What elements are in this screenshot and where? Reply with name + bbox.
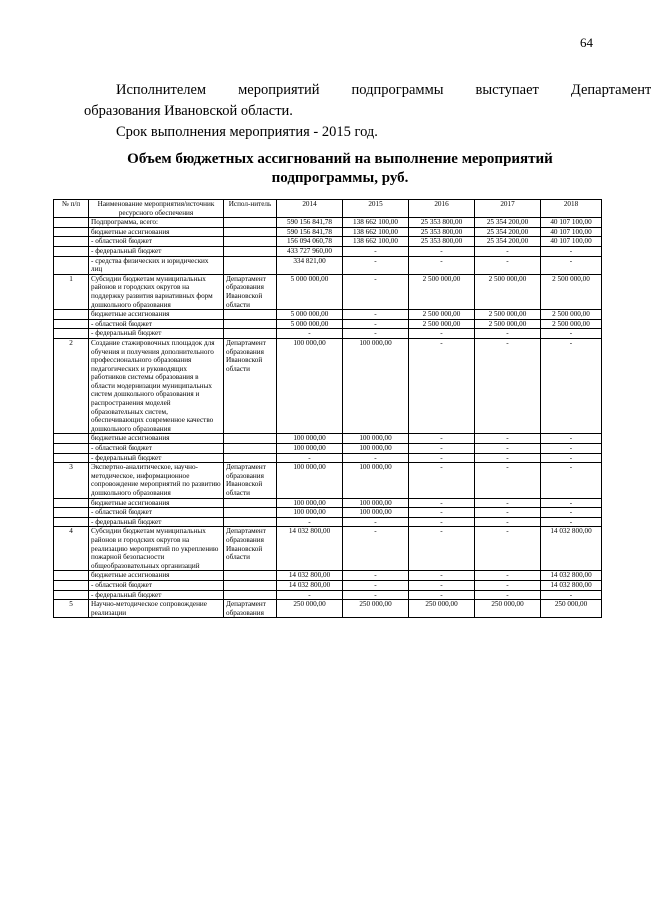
- row-value-cell: 138 662 100,00: [343, 218, 409, 228]
- row-executor-cell: [224, 246, 277, 256]
- row-number-cell: [54, 453, 89, 463]
- row-value-cell: -: [343, 527, 409, 571]
- row-value-cell: -: [409, 590, 475, 600]
- row-name-cell: - федеральный бюджет: [89, 329, 224, 339]
- row-number-cell: [54, 310, 89, 320]
- row-executor-cell: [224, 310, 277, 320]
- row-value-cell: -: [475, 580, 541, 590]
- row-number-cell: [54, 237, 89, 247]
- header-cell: 2017: [475, 200, 541, 218]
- row-number-cell: [54, 256, 89, 274]
- row-value-cell: -: [343, 274, 409, 309]
- row-value-cell: 25 353 800,00: [409, 218, 475, 228]
- row-value-cell: 40 107 100,00: [541, 237, 602, 247]
- row-name-cell: бюджетные ассигнования: [89, 498, 224, 508]
- row-value-cell: -: [277, 517, 343, 527]
- table-row: [54, 517, 602, 527]
- row-value-cell: -: [541, 517, 602, 527]
- row-name-cell: бюджетные ассигнования: [89, 571, 224, 581]
- row-name-cell: - федеральный бюджет: [89, 453, 224, 463]
- row-value-cell: -: [409, 444, 475, 454]
- row-executor-cell: [224, 329, 277, 339]
- row-value-cell: -: [343, 319, 409, 329]
- row-value-cell: 100 000,00: [277, 338, 343, 434]
- row-value-cell: 25 354 200,00: [475, 218, 541, 228]
- row-value-cell: -: [409, 571, 475, 581]
- row-name-cell: - федеральный бюджет: [89, 590, 224, 600]
- row-value-cell: -: [409, 517, 475, 527]
- table-row: [54, 571, 602, 581]
- row-value-cell: 14 032 800,00: [277, 571, 343, 581]
- row-executor-cell: [224, 237, 277, 247]
- row-value-cell: -: [541, 256, 602, 274]
- row-value-cell: -: [409, 527, 475, 571]
- row-executor-cell: [224, 498, 277, 508]
- row-value-cell: -: [409, 434, 475, 444]
- table-row: [54, 498, 602, 508]
- table-row: [54, 527, 602, 571]
- row-name-cell: Подпрограмма, всего:: [89, 218, 224, 228]
- row-value-cell: 250 000,00: [277, 600, 343, 618]
- row-value-cell: 2 500 000,00: [475, 310, 541, 320]
- row-name-cell: - областной бюджет: [89, 580, 224, 590]
- row-value-cell: 5 000 000,00: [277, 319, 343, 329]
- row-number-cell: [54, 444, 89, 454]
- row-name-cell: Научно-методическое сопровождение реализации: [89, 600, 224, 618]
- row-executor-cell: [224, 256, 277, 274]
- table-row: [54, 444, 602, 454]
- page-number: 64: [580, 35, 593, 50]
- row-name-cell: бюджетные ассигнования: [89, 434, 224, 444]
- row-number-cell: [54, 580, 89, 590]
- row-value-cell: 14 032 800,00: [541, 571, 602, 581]
- budget-table: [53, 199, 602, 618]
- row-value-cell: -: [343, 517, 409, 527]
- row-value-cell: -: [409, 498, 475, 508]
- row-executor-cell: [224, 434, 277, 444]
- row-value-cell: -: [541, 444, 602, 454]
- row-name-cell: Создание стажировочных площадок для обучения и получения дополнительного профессионального образования педагогических и руководящих работников системы образования в области модернизации муниципальных систем дошкольного образования и распространения моделей образовательных систем, обеспечивающих современное качество дошкольного образования: [89, 338, 224, 434]
- row-name-cell: - областной бюджет: [89, 237, 224, 247]
- row-executor-cell: [224, 508, 277, 518]
- row-value-cell: 100 000,00: [277, 508, 343, 518]
- row-name-cell: - средства физических и юридических лиц: [89, 256, 224, 274]
- row-number-cell: [54, 246, 89, 256]
- row-value-cell: -: [409, 338, 475, 434]
- row-number-cell: 5: [54, 600, 89, 618]
- row-value-cell: -: [541, 590, 602, 600]
- row-value-cell: 250 000,00: [343, 600, 409, 618]
- row-executor-cell: Департамент образования: [224, 600, 277, 618]
- row-value-cell: -: [475, 508, 541, 518]
- table-row: [54, 590, 602, 600]
- table-row: [54, 600, 602, 618]
- row-value-cell: -: [541, 508, 602, 518]
- intro-word: мероприятий: [238, 82, 320, 98]
- row-executor-cell: [224, 444, 277, 454]
- row-executor-cell: [224, 580, 277, 590]
- row-number-cell: [54, 590, 89, 600]
- row-name-cell: - федеральный бюджет: [89, 246, 224, 256]
- row-value-cell: -: [343, 571, 409, 581]
- row-value-cell: 14 032 800,00: [277, 580, 343, 590]
- table-header-row: [54, 200, 602, 218]
- row-value-cell: 433 727 960,00: [277, 246, 343, 256]
- row-value-cell: -: [541, 329, 602, 339]
- row-value-cell: 2 500 000,00: [409, 274, 475, 309]
- intro-paragraph: [84, 80, 651, 101]
- row-value-cell: -: [541, 463, 602, 498]
- row-value-cell: -: [343, 310, 409, 320]
- row-number-cell: 4: [54, 527, 89, 571]
- page-title: Объем бюджетных ассигнований на выполнение мероприятий подпрограммы, руб.: [127, 151, 553, 186]
- table-row: [54, 338, 602, 434]
- row-number-cell: 2: [54, 338, 89, 434]
- header-cell: 2014: [277, 200, 343, 218]
- row-value-cell: -: [409, 256, 475, 274]
- row-number-cell: [54, 434, 89, 444]
- row-value-cell: -: [409, 246, 475, 256]
- row-number-cell: [54, 319, 89, 329]
- row-value-cell: 14 032 800,00: [277, 527, 343, 571]
- row-executor-cell: [224, 590, 277, 600]
- table-row: [54, 237, 602, 247]
- row-value-cell: 138 662 100,00: [343, 227, 409, 237]
- row-value-cell: 100 000,00: [343, 498, 409, 508]
- header-cell: 2018: [541, 200, 602, 218]
- row-value-cell: 2 500 000,00: [409, 310, 475, 320]
- row-value-cell: 14 032 800,00: [541, 580, 602, 590]
- intro-word: подпрограммы: [351, 82, 444, 98]
- row-value-cell: 250 000,00: [409, 600, 475, 618]
- row-value-cell: -: [475, 517, 541, 527]
- row-number-cell: [54, 508, 89, 518]
- row-executor-cell: Департамент образования Ивановской области: [224, 338, 277, 434]
- intro-word: выступает: [475, 82, 539, 98]
- intro-word: Исполнителем: [116, 82, 207, 98]
- row-executor-cell: [224, 571, 277, 581]
- row-value-cell: -: [475, 527, 541, 571]
- row-executor-cell: Департамент образования Ивановской области: [224, 274, 277, 309]
- table-row: [54, 256, 602, 274]
- row-value-cell: 250 000,00: [475, 600, 541, 618]
- row-number-cell: 3: [54, 463, 89, 498]
- row-executor-cell: [224, 517, 277, 527]
- row-value-cell: -: [475, 246, 541, 256]
- row-value-cell: -: [475, 571, 541, 581]
- row-value-cell: -: [475, 444, 541, 454]
- row-name-cell: Субсидии бюджетам муниципальных районов и городских округов на поддержку развития вариативных форм дошкольного образования: [89, 274, 224, 309]
- row-number-cell: [54, 227, 89, 237]
- row-value-cell: 40 107 100,00: [541, 218, 602, 228]
- row-number-cell: [54, 517, 89, 527]
- row-value-cell: 100 000,00: [277, 498, 343, 508]
- table-row: [54, 246, 602, 256]
- intro-line-2: образования Ивановской области.: [84, 103, 293, 119]
- row-value-cell: -: [343, 580, 409, 590]
- row-name-cell: - областной бюджет: [89, 319, 224, 329]
- row-value-cell: -: [343, 590, 409, 600]
- row-value-cell: 5 000 000,00: [277, 310, 343, 320]
- row-value-cell: 100 000,00: [343, 338, 409, 434]
- row-value-cell: 100 000,00: [277, 463, 343, 498]
- row-value-cell: 2 500 000,00: [475, 319, 541, 329]
- row-value-cell: -: [541, 434, 602, 444]
- row-value-cell: -: [343, 453, 409, 463]
- row-number-cell: [54, 571, 89, 581]
- row-value-cell: -: [475, 463, 541, 498]
- header-cell: № п/п: [54, 200, 89, 218]
- row-value-cell: -: [475, 498, 541, 508]
- row-value-cell: -: [475, 434, 541, 444]
- row-number-cell: 1: [54, 274, 89, 309]
- table-row: [54, 227, 602, 237]
- row-value-cell: 100 000,00: [343, 508, 409, 518]
- row-value-cell: -: [409, 508, 475, 518]
- row-name-cell: - федеральный бюджет: [89, 517, 224, 527]
- table-row: [54, 218, 602, 228]
- row-value-cell: -: [475, 338, 541, 434]
- row-value-cell: -: [409, 463, 475, 498]
- row-value-cell: -: [343, 256, 409, 274]
- row-value-cell: 2 500 000,00: [475, 274, 541, 309]
- intro-line-1: [84, 80, 651, 101]
- row-value-cell: 138 662 100,00: [343, 237, 409, 247]
- row-value-cell: -: [541, 246, 602, 256]
- row-name-cell: - областной бюджет: [89, 444, 224, 454]
- row-value-cell: 2 500 000,00: [409, 319, 475, 329]
- row-name-cell: бюджетные ассигнования: [89, 310, 224, 320]
- row-value-cell: 250 000,00: [541, 600, 602, 618]
- row-value-cell: -: [277, 453, 343, 463]
- row-value-cell: 100 000,00: [343, 434, 409, 444]
- row-value-cell: -: [277, 590, 343, 600]
- row-value-cell: -: [475, 453, 541, 463]
- table-row: [54, 434, 602, 444]
- row-value-cell: 2 500 000,00: [541, 310, 602, 320]
- row-value-cell: 100 000,00: [277, 434, 343, 444]
- row-value-cell: 590 156 841,78: [277, 218, 343, 228]
- row-name-cell: бюджетные ассигнования: [89, 227, 224, 237]
- row-number-cell: [54, 218, 89, 228]
- row-value-cell: -: [475, 329, 541, 339]
- row-value-cell: 25 354 200,00: [475, 237, 541, 247]
- row-name-cell: - областной бюджет: [89, 508, 224, 518]
- row-name-cell: Экспертно-аналитическое, научно-методическое, информационное сопровождение мероприятий по развитию дошкольного образования: [89, 463, 224, 498]
- row-value-cell: -: [343, 329, 409, 339]
- table-row: [54, 319, 602, 329]
- table-row: [54, 329, 602, 339]
- table-row: [54, 274, 602, 309]
- row-value-cell: 100 000,00: [277, 444, 343, 454]
- row-value-cell: 334 821,00: [277, 256, 343, 274]
- table-row: [54, 310, 602, 320]
- row-value-cell: -: [409, 453, 475, 463]
- row-value-cell: 5 000 000,00: [277, 274, 343, 309]
- row-executor-cell: Департамент образования Ивановской области: [224, 527, 277, 571]
- row-value-cell: 25 354 200,00: [475, 227, 541, 237]
- table-row: [54, 453, 602, 463]
- row-value-cell: -: [475, 256, 541, 274]
- row-value-cell: -: [541, 498, 602, 508]
- row-executor-cell: [224, 218, 277, 228]
- row-value-cell: -: [409, 580, 475, 590]
- intro-term: Срок выполнения мероприятия - 2015 год.: [116, 124, 378, 140]
- row-value-cell: 25 353 800,00: [409, 237, 475, 247]
- row-value-cell: 2 500 000,00: [541, 319, 602, 329]
- row-value-cell: -: [343, 246, 409, 256]
- row-value-cell: -: [541, 338, 602, 434]
- table-row: [54, 508, 602, 518]
- table-row: [54, 580, 602, 590]
- row-executor-cell: Департамент образования Ивановской области: [224, 463, 277, 498]
- row-value-cell: 25 353 800,00: [409, 227, 475, 237]
- row-value-cell: 40 107 100,00: [541, 227, 602, 237]
- header-cell: 2016: [409, 200, 475, 218]
- row-name-cell: Субсидии бюджетам муниципальных районов и городских округов на реализацию мероприятий по укреплению пожарной безопасности общеобразовательных организаций: [89, 527, 224, 571]
- row-value-cell: 2 500 000,00: [541, 274, 602, 309]
- row-number-cell: [54, 329, 89, 339]
- row-executor-cell: [224, 319, 277, 329]
- row-value-cell: -: [475, 590, 541, 600]
- header-cell: 2015: [343, 200, 409, 218]
- row-value-cell: 156 094 060,78: [277, 237, 343, 247]
- row-executor-cell: [224, 227, 277, 237]
- row-executor-cell: [224, 453, 277, 463]
- row-value-cell: 100 000,00: [343, 444, 409, 454]
- intro-word: Департамент: [570, 82, 651, 98]
- row-value-cell: 590 156 841,78: [277, 227, 343, 237]
- row-value-cell: -: [277, 329, 343, 339]
- row-value-cell: -: [541, 453, 602, 463]
- header-cell: Испол-нитель: [224, 200, 277, 218]
- row-value-cell: 100 000,00: [343, 463, 409, 498]
- row-number-cell: [54, 498, 89, 508]
- row-value-cell: 14 032 800,00: [541, 527, 602, 571]
- row-value-cell: -: [409, 329, 475, 339]
- header-cell: Наименование мероприятия/источник ресурсного обеспечения: [89, 200, 224, 218]
- table-row: [54, 463, 602, 498]
